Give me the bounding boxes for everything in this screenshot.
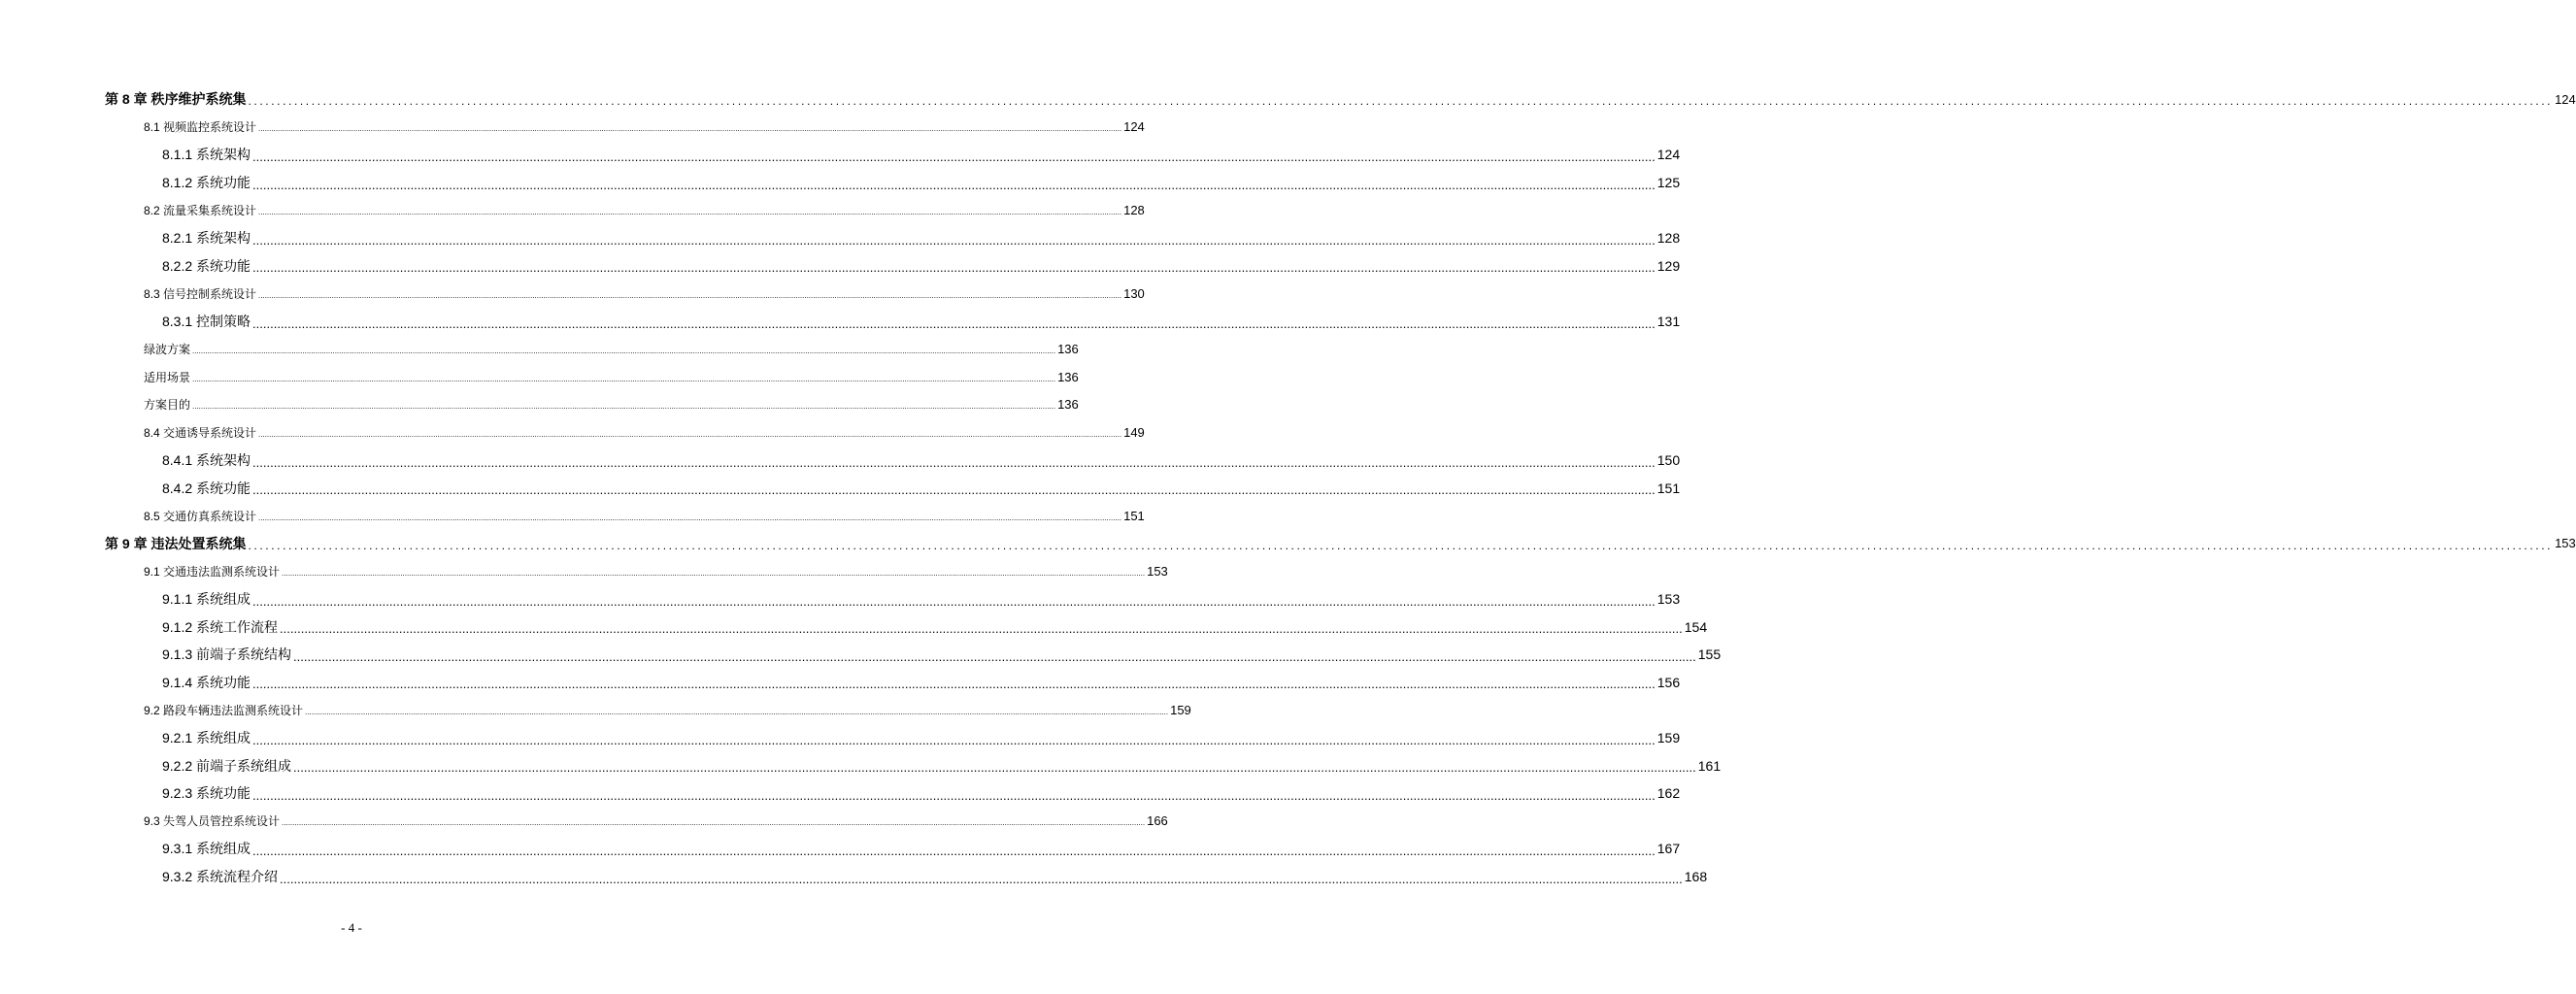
toc-entry[interactable] [105,418,1145,447]
toc-dot-leader: ................................................................................................................................................................................................................................................................................................................................................................................................................ [252,843,1656,858]
toc-dot-leader: ................................................................................................................................................................................................................................................................................................................................................................................................................ [192,347,1056,356]
toc-dot-leader: ................................................................................................................................................................................................................................................................................................................................................................................................................ [252,454,1656,470]
toc-page-number: 167 [1656,841,1681,857]
toc-dot-leader: ................................................................................................................................................................................................................................................................................................................................................................................................................ [280,871,1683,886]
toc-entry[interactable] [105,724,1681,752]
toc-dot-leader: ................................................................................................................................................................................................................................................................................................................................................................................................................ [252,677,1656,692]
toc-entry[interactable] [105,557,1168,585]
toc-dot-leader: ................................................................................................................................................................................................................................................................................................................................................................................................................ [252,732,1656,747]
toc-page-number: 125 [1656,175,1681,191]
toc-page-number: 151 [1656,480,1681,496]
toc-entry[interactable] [105,779,1681,808]
toc-entry[interactable] [105,224,1681,252]
toc-entry-title: 8.3.1 控制策略 [162,314,251,330]
toc-entry-title: 9.2.1 系统组成 [162,730,251,746]
toc-entry-title: 9.1.2 系统工作流程 [162,618,279,635]
toc-dot-leader: ................................................................................................................................................................................................................................................................................................................................................................................................................ [192,374,1056,383]
toc-dot-leader: ................................................................................................................................................................................................................................................................................................................................................................................................................ [258,290,1122,300]
toc-page-number: 166 [1147,813,1168,829]
toc-dot-leader: ................................................................................................................................................................................................................................................................................................................................................................................................................ [252,260,1656,276]
toc-page-number: 151 [1123,508,1145,523]
toc-page-number: 129 [1656,257,1681,274]
toc-entry-title: 8.1.2 系统功能 [162,175,251,191]
toc-entry-title: 9.2.3 系统功能 [162,785,251,802]
toc-entry[interactable] [105,280,1145,308]
toc-page-number: 124 [1656,147,1681,163]
toc-entry-title: 9.2 路段车辆违法监测系统设计 [144,703,304,717]
toc-page-number: 161 [1697,757,1722,774]
toc-page-number: 159 [1656,730,1681,746]
toc-entry-title: 8.2 流量采集系统设计 [144,204,257,218]
toc-entry-title: 9.1.4 系统功能 [162,674,251,690]
toc-entry-title: 9.3.1 系统组成 [162,841,251,857]
toc-page-number: 124 [1123,119,1145,135]
toc-dot-leader: ................................................................................................................................................................................................................................................................................................................................................................................................................ [258,429,1122,439]
toc-entry-title: 8.1 视频监控系统设计 [144,120,257,135]
toc-dot-leader: ................................................................................................................................................................................................................................................................................................................................................................................................................ [293,648,1696,664]
toc-entry-title: 8.4 交通诱导系统设计 [144,425,257,440]
toc-page-number: 159 [1170,702,1191,717]
toc-page-number: 149 [1123,424,1145,440]
toc-entry-title: 8.1.1 系统架构 [162,147,251,163]
toc-page-number: 150 [1656,452,1681,469]
toc-entry[interactable] [105,808,1168,836]
toc-dot-leader: ................................................................................................................................................................................................................................................................................................................................................................................................................ [252,315,1656,331]
toc-entry[interactable] [105,502,1145,530]
toc-page-number: 131 [1656,314,1681,330]
toc-entry[interactable] [105,141,1681,169]
toc-entry[interactable] [105,641,1722,669]
toc-entry-title: 8.3 信号控制系统设计 [144,286,257,301]
toc-page-number: 153 [1656,591,1681,608]
toc-entry-title: 8.2.1 系统架构 [162,230,251,247]
toc-entry-title: 9.3 失驾人员管控系统设计 [144,814,281,829]
toc-dot-leader: ................................................................................................................................................................................................................................................................................................................................................................................................................ [252,787,1656,803]
toc-page-number: 154 [1684,618,1708,635]
toc-entry[interactable] [105,363,1079,391]
toc-page-number: 153 [2555,536,2576,551]
page-number: - 4 - [341,920,362,935]
toc-dot-leader: ................................................................................................................................................................................................................................................................................................................................................................................................................ [192,402,1056,412]
toc-entry[interactable] [105,585,1681,613]
toc-entry-title: 9.3.2 系统流程介绍 [162,869,279,885]
toc-page-number: 153 [1147,563,1168,579]
toc-entry[interactable] [105,474,1681,502]
toc-entry-title: 9.2.2 前端子系统组成 [162,757,292,774]
toc-page-number: 162 [1656,785,1681,802]
toc-dot-leader: ................................................................................................................................................................................................................................................................................................................................................................................................................ [282,818,1146,828]
toc-entry[interactable] [105,114,1145,142]
toc-chapter-entry[interactable] [105,85,2576,114]
toc-dot-leader: ................................................................................................................................................................................................................................................................................................................................................................................................................ [280,621,1683,637]
toc-dot-leader: ................................................................................................................................................................................................................................................................................................................................................................................................................ [252,149,1656,164]
toc-entry-title: 9.1 交通违法监测系统设计 [144,564,281,579]
toc-dot-leader: ................................................................................................................................................................................................................................................................................................................................................................................................................ [305,707,1169,716]
toc-page-number: 130 [1123,285,1145,301]
toc-entry[interactable] [105,669,1681,697]
toc-entry-title: 9.1.1 系统组成 [162,591,251,608]
toc-dot-leader: ................................................................................................................................................................................................................................................................................................................................................................................................................ [258,124,1122,134]
toc-dot-leader: ................................................................................................................................................................................................................................................................................................................................................................................................................ [252,593,1656,609]
toc-entry-title: 8.4.2 系统功能 [162,480,251,496]
toc-page-number: 136 [1057,342,1079,357]
toc-page-number: 128 [1656,230,1681,247]
toc-entry[interactable] [105,863,1708,891]
toc-entry[interactable] [105,447,1681,475]
toc-entry[interactable] [105,835,1681,863]
toc-entry-title: 8.2.2 系统功能 [162,257,251,274]
toc-entry-title: 第 9 章 违法处置系统集 [105,535,247,551]
toc-entry-title: 8.4.1 系统架构 [162,452,251,469]
toc-dot-leader: ................................................................................................................................................................................................................................................................................................................................................................................................................ [282,568,1146,578]
toc-page-number: 124 [2555,91,2576,107]
toc-entry[interactable] [105,335,1079,363]
toc-entry-title: 8.5 交通仿真系统设计 [144,509,257,523]
toc-page-number: 128 [1123,203,1145,218]
toc-entry-title: 9.1.3 前端子系统结构 [162,646,292,663]
toc-page-number: 136 [1057,369,1079,384]
toc-entry[interactable] [105,252,1681,281]
toc-dot-leader: ................................................................................................................................................................................................................................................................................................................................................................................................................ [258,513,1122,522]
toc-entry-title: 第 8 章 秩序维护系统集 [105,91,247,108]
toc-entry-title: 适用场景 [144,370,191,384]
toc-entry[interactable] [105,613,1708,641]
toc-dot-leader: ................................................................................................................................................................................................................................................................................................................................................................................................................ [252,482,1656,498]
toc-dot-leader: ................................................................................................................................................................................................................................................................................................................................................................................................................ [248,94,2554,109]
toc-dot-leader: ................................................................................................................................................................................................................................................................................................................................................................................................................ [258,208,1122,217]
toc-entry-title: 绿波方案 [144,343,191,357]
toc-page-number: 155 [1697,646,1722,663]
toc-dot-leader: ................................................................................................................................................................................................................................................................................................................................................................................................................ [252,232,1656,248]
toc-dot-leader: ................................................................................................................................................................................................................................................................................................................................................................................................................ [293,760,1696,776]
toc-entry-title: 方案目的 [144,398,191,413]
toc-page-number: 168 [1684,869,1708,885]
toc-entry[interactable] [105,391,1079,419]
toc-chapter-entry[interactable] [105,530,2576,558]
toc-page-number: 136 [1057,397,1079,413]
toc-entry[interactable] [105,196,1145,224]
toc-entry[interactable] [105,308,1681,336]
toc-entry[interactable] [105,169,1681,197]
toc-page-number: 156 [1656,674,1681,690]
toc-entry[interactable] [105,751,1722,779]
toc-entry[interactable] [105,696,1191,724]
toc-dot-leader: ................................................................................................................................................................................................................................................................................................................................................................................................................ [252,177,1656,192]
toc-dot-leader: ................................................................................................................................................................................................................................................................................................................................................................................................................ [248,538,2554,552]
